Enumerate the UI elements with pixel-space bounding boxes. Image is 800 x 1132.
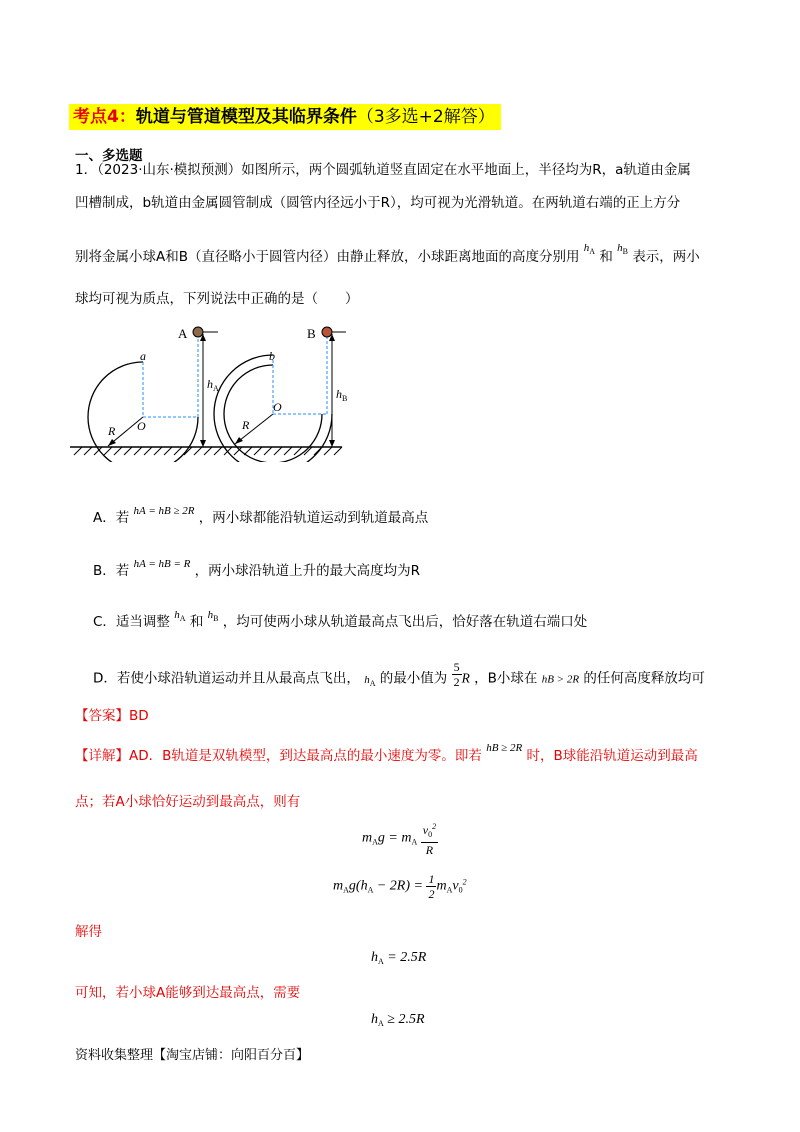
option-d: D．若使小球沿轨道运动并且从最高点飞出， $h_A$ 的最小值为 $\frac{5}{2}$ R ，B小球在 hB > 2R 的任何高度释放均可: [93, 660, 705, 689]
question-line-3: 别将金属小球A和B（直径略小于圆管内径）由静止释放，小球距离地面的高度分别用 $^{h_A}$ 和 $^{h_B}$ 表示，两小: [75, 242, 700, 265]
option-a: A．若 $^{hA = hB \ge 2R}$ ，两小球都能沿轨道运动到轨道最高点: [93, 505, 429, 526]
track-figure: [70, 322, 360, 462]
svg-text:O: O: [137, 419, 146, 433]
equation-3: $h_A = 2.5R$: [371, 950, 427, 966]
option-b: B．若 $^{hA = hB = R}$ ，两小球沿轨道上升的最大高度均为R: [93, 558, 421, 579]
ball-b: [322, 327, 332, 337]
svg-text:B: B: [307, 326, 316, 341]
ball-a: [193, 327, 203, 337]
detail-line-2: 点；若A小球恰好运动到最高点，则有: [75, 794, 301, 810]
question-line-4: 球均可视为质点，下列说法中正确的是（ ）: [75, 291, 359, 307]
svg-text:b: b: [269, 349, 275, 363]
equation-2: $m_Ag(h_A - 2R)$ = $\frac{1}{2}$ $m_Av_0^2$: [333, 872, 467, 901]
solve-label: 解得: [75, 924, 102, 940]
footer-credit: 资料收集整理【淘宝店铺：向阳百分百】: [75, 1048, 310, 1063]
equation-4: $h_A \ge 2.5R$: [371, 1012, 425, 1028]
heading-paren: （3多选+2解答）: [356, 107, 495, 127]
heading-prefix: 考点4：: [73, 107, 136, 127]
svg-text:a: a: [140, 349, 146, 363]
heading-main: 轨道与管道模型及其临界条件: [135, 107, 357, 127]
equation-1: $m_Ag = m_A$ $\frac{v_0^2}{R}$: [362, 822, 437, 857]
detail-line-1: 【详解】AD．B轨道是双轨模型，到达最高点的最小速度为零。即若 $^{hB \ge 2R}$ 时，B球能沿轨道运动到最高: [75, 742, 698, 764]
answer-label: 【答案】BD: [75, 708, 149, 724]
svg-text:R: R: [108, 424, 116, 438]
svg-text:hA: $h_A$: [207, 377, 219, 393]
section-title: 一、多选题: [75, 148, 143, 164]
section-heading: [69, 104, 501, 130]
option-c: C．适当调整 $^{h_A}$ 和 $^{h_B}$ ，均可使两小球从轨道最高点飞出后，恰好落在轨道右端口处: [93, 609, 588, 630]
question-line-2: 凹槽制成，b轨道由金属圆管制成（圆管内径远小于R），均可视为光滑轨道。在两轨道右端的正上方分: [75, 195, 681, 211]
question-line-1: 1．（2023·山东·模拟预测）如图所示，两个圆弧轨道竖直固定在水平地面上，半径均为R，a轨道由金属: [75, 162, 691, 178]
svg-text:R: R: [242, 418, 250, 432]
svg-text:O: O: [273, 400, 282, 414]
svg-text:hB: $h_B$: [336, 387, 348, 403]
conclusion-line: 可知，若小球A能够到达最高点，需要: [75, 985, 301, 1001]
svg-text:A: A: [178, 326, 188, 341]
